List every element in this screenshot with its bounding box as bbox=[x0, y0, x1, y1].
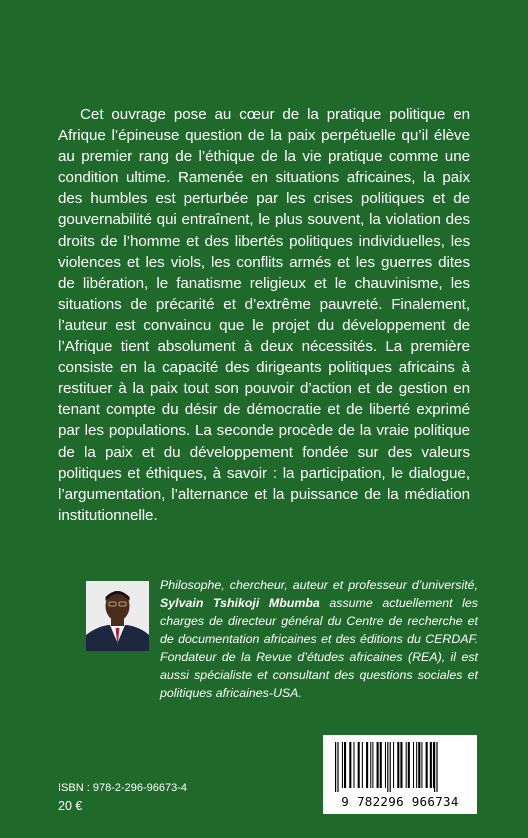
barcode-bar bbox=[406, 742, 407, 788]
barcode-bar bbox=[358, 742, 360, 788]
barcode-bar bbox=[421, 742, 422, 788]
barcode-bar bbox=[390, 742, 391, 792]
barcode-bar bbox=[366, 742, 368, 788]
author-name: Sylvain Tshikoji Mbumba bbox=[160, 596, 320, 610]
author-bio-text: assume actuellement les charges de directeur général du Centre de recherche et de documentation africaines et des éditions du CERDAF. Fondateur de la Revue d’études africaines (REA), il est aussi spécialiste et consultant des questions sociales et politiques africaines-USA. bbox=[160, 596, 478, 700]
barcode-bar bbox=[400, 742, 402, 788]
back-cover-summary: Cet ouvrage pose au cœur de la pratique politique en Afrique l’épineuse question de la paix perpétuelle qu’il élève au premier rang de l’éthique de la vie pratique comme une condition ultime. Ramenée en situations africaines, la paix des humbles est perturbée par les crises politiques et de gouvernabilité qui entraînent, le plus souvent, la violation des droits de l’homme et des libertés politiques individuelles, les violences et les viols, les conflits armés et les guerres dites de libération, le fanatisme religieux et le chauvinisme, les situations de précarité et d’extrême pauvreté. Finalement, l’auteur est convaincu que le projet du développement de l’Afrique tient absolument à deux nécessités. La première consiste en la capacité des dirigeants politiques africains à restituer à la paix tout son pouvoir d’action et de gestion en tenant compte du désir de démocratie et de liberté exprimé par les populations. La seconde procède de la vraie politique de la paix et du développement fondée sur des valeurs politiques et éthiques, à savoir : la participation, le dialogue, l’argumentation, l’alternance et la puissance de la médiation institutionnelle. bbox=[58, 106, 470, 524]
barcode-bar bbox=[430, 742, 432, 788]
barcode-bar bbox=[349, 742, 351, 788]
barcode-bar bbox=[372, 742, 373, 788]
author-bio bbox=[160, 576, 478, 702]
isbn: ISBN : 978-2-296-96673-4 bbox=[58, 782, 188, 794]
barcode-bar bbox=[335, 742, 336, 792]
barcode-bar bbox=[385, 742, 386, 788]
price: 20 € bbox=[58, 799, 83, 813]
barcode bbox=[323, 735, 477, 814]
barcode-bar bbox=[362, 742, 363, 788]
barcode-bar bbox=[380, 742, 382, 788]
barcode-number: 9 782296 966734 bbox=[341, 794, 459, 809]
barcode-bar bbox=[418, 742, 420, 788]
barcode-bar bbox=[416, 742, 417, 788]
barcode-bar bbox=[426, 742, 428, 788]
barcode-bar bbox=[397, 742, 399, 788]
barcode-bar bbox=[370, 742, 371, 788]
author-intro: Philosophe, chercheur, auteur et professeur d’université, bbox=[160, 578, 478, 592]
barcode-bar bbox=[337, 742, 338, 792]
barcode-bar bbox=[434, 742, 435, 792]
barcode-bar bbox=[436, 742, 437, 792]
barcode-bar bbox=[342, 742, 343, 788]
barcode-bar bbox=[344, 742, 346, 788]
barcode-bar bbox=[393, 742, 394, 788]
barcode-bars bbox=[333, 742, 467, 792]
barcode-bar bbox=[433, 742, 434, 788]
barcode-bar bbox=[377, 742, 379, 788]
barcode-bar bbox=[387, 742, 388, 792]
barcode-bar bbox=[413, 742, 414, 788]
barcode-bar bbox=[408, 742, 410, 788]
barcode-bar bbox=[353, 742, 354, 788]
author-photo bbox=[86, 581, 149, 651]
